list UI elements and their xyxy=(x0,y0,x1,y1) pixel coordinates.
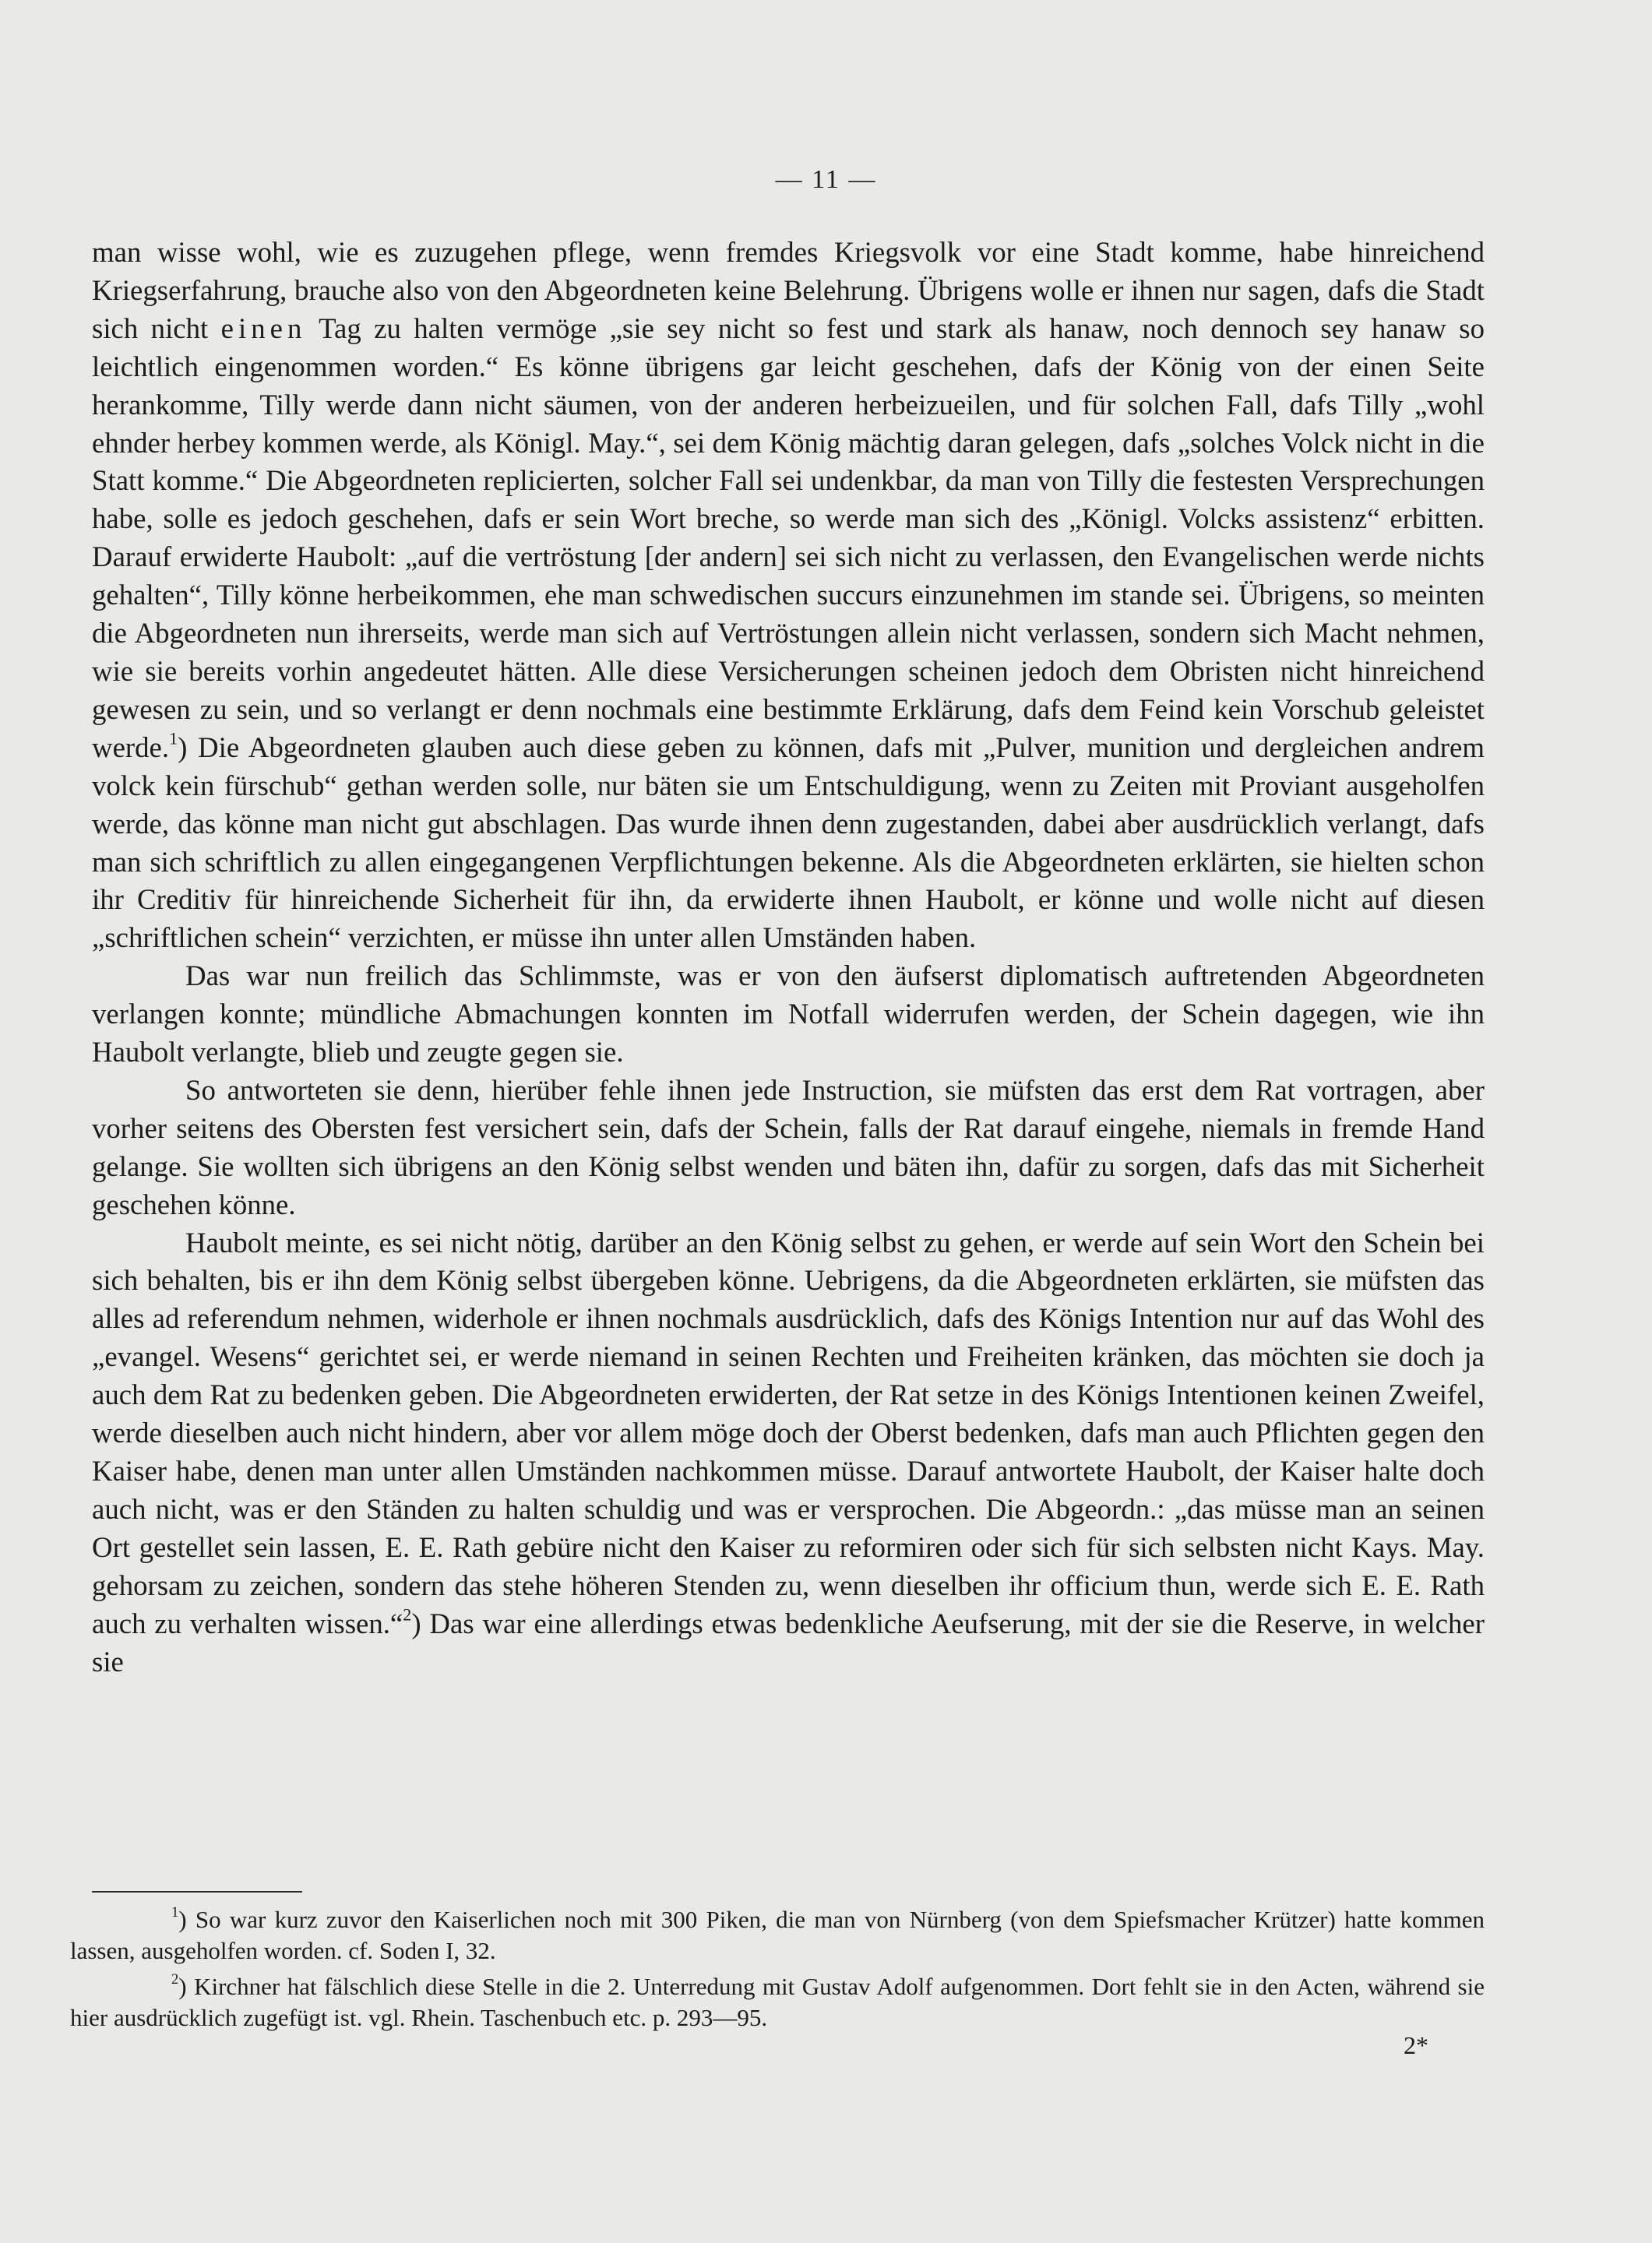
paragraph-1-part-1: man wisse wohl, wie es zuzugehen pflege, wenn fremdes Kriegsvolk vor eine Stadt komme, habe hinreichend Kriegserfahrung, brauche also von den Abgeordneten keine Belehrung. Übrigens wolle er ihnen nur sagen, dafs die Stadt sich nicht xyxy=(92,236,1485,344)
footnote-ref-1: 1 xyxy=(169,728,178,748)
paragraph-1-part-3: ) Die Abgeordneten glauben auch diese geben zu können, dafs mit „Pulver, munition und dergleichen andrem volck kein fürschub“ gethan werden solle, nur bäten sie um Entschuldigung, wenn zu Zeiten mit Proviant ausgeholfen werde, das könne man nicht gut abschlagen. Das wurde ihnen denn zugestanden, dabei aber ausdrücklich verlangt, dafs man sich schriftlich zu allen eingegangenen Verpflichtungen bekenne. Als die Abgeordneten erklärten, sie hielten schon ihr Creditiv für hinreichende Sicherheit für ihn, da erwiderte ihnen Haubolt, er könne und wolle nicht auf diesen „schriftlichen schein“ verzichten, er müsse ihn unter allen Umständen haben. xyxy=(92,731,1485,954)
footnote-ref-2: 2 xyxy=(403,1604,412,1625)
paragraph-4-part-2: ) Das war eine allerdings etwas bedenkliche Aeufserung, mit der sie die Reserve, in welcher sie xyxy=(92,1607,1485,1678)
paragraph-3: So antworteten sie denn, hierüber fehle ihnen jede Instruction, sie müfsten das erst dem Rat vortragen, aber vorher seitens des Obersten fest versichert sein, dafs der Schein, falls der Rat darauf eingehe, niemals in fremde Hand gelange. Sie wollten sich übrigens an den König selbst wenden und bäten ihn, dafür zu sorgen, dafs das mit Sicherheit geschehen könne. xyxy=(92,1073,1485,1220)
main-text xyxy=(92,234,1485,1681)
footnote-1 xyxy=(70,1904,1485,1967)
footnote-divider xyxy=(92,1891,302,1893)
signature-mark: 2* xyxy=(1404,2031,1428,2059)
footnote-2-marker: 2 xyxy=(171,1971,179,1988)
emphasized-word: einen xyxy=(220,312,307,344)
paragraph-4 xyxy=(92,1224,1485,1681)
paragraph-2: Das war nun freilich das Schlimmste, was er von den äufserst diplomatisch auftretenden Abgeordneten verlangen konnte; mündliche Abmachungen konnten im Notfall widerrufen werden, der Schein dagegen, wie ihn Haubolt verlangte, blieb und zeugte gegen sie. xyxy=(92,960,1485,1069)
paragraph-1 xyxy=(92,234,1485,957)
footnote-2-text: ) Kirchner hat fälschlich diese Stelle in die 2. Unterredung mit Gustav Adolf aufgenommen. Dort fehlt sie in den Acten, während sie hier ausdrücklich zugefügt ist. vgl. Rhein. Taschenbuch etc. p. 293—95. xyxy=(70,1973,1485,2031)
paragraph-4-part-1: Haubolt meinte, es sei nicht nötig, darüber an den König selbst zu gehen, er werde auf sein Wort den Schein bei sich behalten, bis er ihn dem König selbst übergeben könne. Uebrigens, da die Abgeordneten erklärten, sie müfsten das alles ad referendum nehmen, widerhole er ihnen nochmals ausdrücklich, dafs des Königs Intention nur auf das Wohl des „evangel. Wesens“ gerichtet sei, er werde niemand in seinen Rechten und Freiheiten kränken, das möchten sie doch ja auch dem Rat zu bedenken geben. Die Abgeordneten erwiderten, der Rat setze in des Königs Intentionen keinen Zweifel, werde dieselben auch nicht hindern, aber vor allem möge doch der Oberst bedenken, dafs man auch Pflichten gegen den Kaiser habe, denen man unter allen Umständen nachkommen müsse. Darauf antwortete Haubolt, der Kaiser halte doch auch nicht, was er den Ständen zu halten schuldig und was er versprochen. Die Abgeordn.: „das müsse man an seinen Ort gestellet sein lassen, E. E. Rath gebüre nicht den Kaiser zu reformiren oder sich für sich selbsten nicht Kays. May. gehorsam zu zeichen, sondern das stehe höheren Stenden zu, wenn dieselben ihr officium thun, werde sich E. E. Rath auch zu verhalten wissen.“ xyxy=(92,1226,1485,1639)
page-number: — 11 — xyxy=(775,165,877,194)
footnotes xyxy=(70,1904,1485,2038)
footnote-1-marker: 1 xyxy=(171,1904,179,1921)
footnote-1-text: ) So war kurz zuvor den Kaiserlichen noch mit 300 Piken, die man von Nürnberg (von dem Spiefsmacher Krützer) hatte kommen lassen, ausgeholfen worden. cf. Soden I, 32. xyxy=(70,1906,1485,1964)
paragraph-1-part-2: Tag zu halten vermöge „sie sey nicht so fest und stark als hanaw, noch dennoch sey hanaw so leichtlich eingenommen worden.“ Es könne übrigens gar leicht geschehen, dafs der König von der einen Seite herankomme, Tilly werde dann nicht säumen, von der anderen herbeizueilen, und für solchen Fall, dafs Tilly „wohl ehnder herbey kommen werde, als Königl. May.“, sei dem König mächtig daran gelegen, dafs „solches Volck nicht in die Statt komme.“ Die Abgeordneten replicierten, solcher Fall sei undenkbar, da man von Tilly die festesten Versprechungen habe, solle es jedoch geschehen, dafs er sein Wort breche, so werde man sich des „Königl. Volcks assistenz“ erbitten. Darauf erwiderte Haubolt: „auf die vertröstung [der andern] sei sich nicht zu verlassen, den Evangelischen werde nichts gehalten“, Tilly könne herbeikommen, ehe man schwedischen succurs einzunehmen im stande sei. Übrigens, so meinten die Abgeordneten nun ihrerseits, werde man sich auf Vertröstungen allein nicht verlassen, sondern sich Macht nehmen, wie sie bereits vorhin angedeutet hätten. Alle diese Versicherungen scheinen jedoch dem Obristen nicht hinreichend gewesen zu sein, und so verlangt er denn nochmals eine bestimmte Erklärung, dafs dem Feind kein Vorschub geleistet werde. xyxy=(92,312,1485,763)
footnote-2 xyxy=(70,1971,1485,2033)
